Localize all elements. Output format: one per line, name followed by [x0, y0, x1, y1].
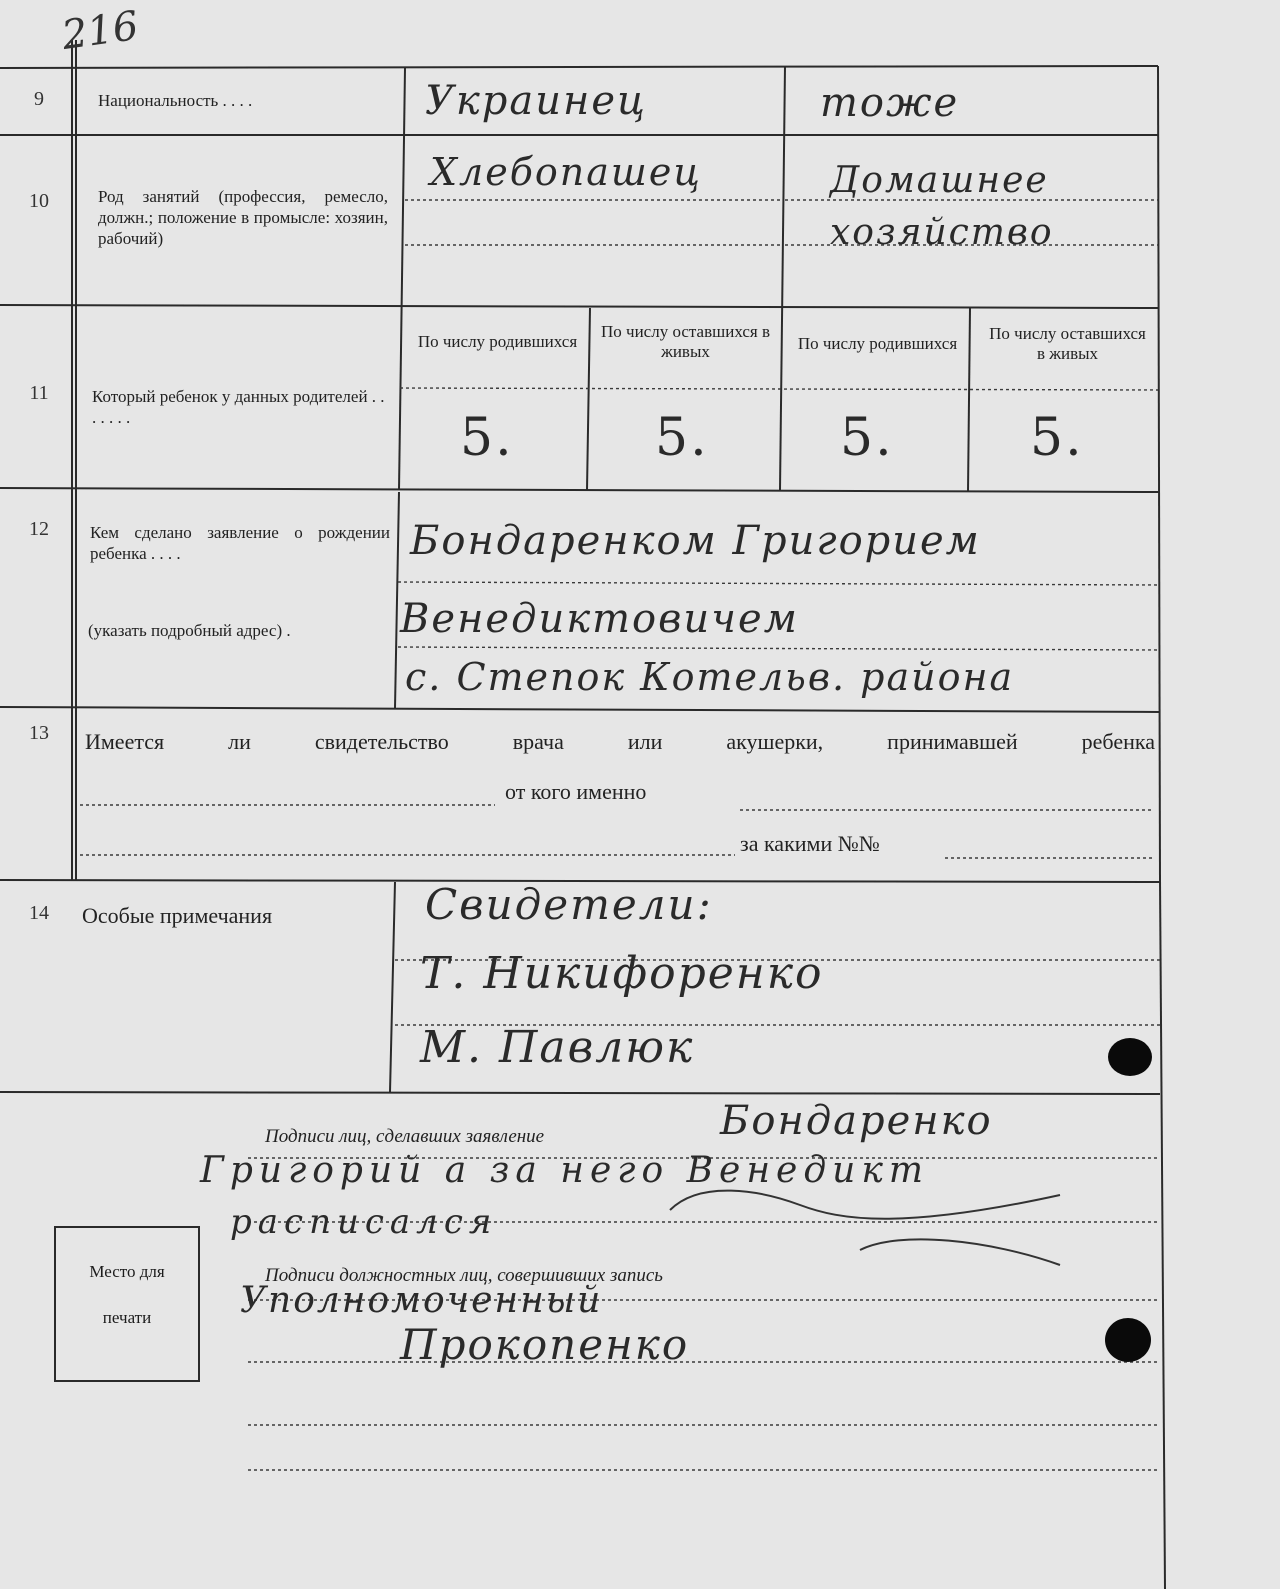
official-signature-2: Прокопенко: [400, 1320, 690, 1369]
row-10-number: 10: [29, 190, 49, 212]
row-11-header-1: По числу родившихся: [417, 332, 578, 351]
row-11-value-4: 5.: [1030, 408, 1084, 468]
row-11-value-3: 5.: [840, 408, 894, 468]
row-13-question: Имеется ли свидетельство врача или акушерки, принимавшей ребенка: [85, 729, 1155, 754]
row-10-value-parent-2: хозяйство: [830, 212, 1054, 253]
stamp-label-1: Место для: [89, 1262, 165, 1281]
row-14-number: 14: [29, 902, 49, 924]
row-12-label: Кем сделано заявление о рождении ребенка . . . .: [90, 523, 390, 563]
stamp-label-2: печати: [102, 1308, 152, 1327]
row-12-number: 12: [29, 518, 49, 540]
row-11-number: 11: [29, 382, 49, 404]
row-9-value-parent: тоже: [820, 80, 960, 126]
row-11-label: Который ребенок у данных родителей . . . . . . .: [92, 387, 385, 427]
stamp-place-box: [54, 1226, 200, 1382]
row-9-label: Национальность . . . .: [98, 91, 253, 110]
row-14-line-1: Свидетели:: [425, 880, 713, 929]
page-number: 216: [59, 2, 142, 60]
row-11-value-1: 5.: [460, 408, 514, 468]
row-10-value-child: Хлебопашец: [430, 150, 702, 194]
row-9-value-child: Украинец: [425, 78, 647, 124]
row-14-label: Особые примечания: [82, 903, 273, 928]
applicant-signature-1: Бондаренко: [720, 1098, 993, 1144]
official-signatures-label: Подписи должностных лиц, совершивших запись: [265, 1265, 663, 1286]
row-14-line-3: М. Павлюк: [420, 1022, 695, 1073]
row-12-line-1: Бондаренком Григорием: [410, 518, 981, 564]
row-12-line-2: Венедиктовичем: [400, 596, 799, 642]
row-10-value-parent-1: Домашнее: [830, 160, 1049, 201]
applicant-signatures-label: Подписи лиц, сделавших заявление: [265, 1126, 545, 1147]
row-12-line-3: с. Степок Котельв. района: [405, 655, 1015, 699]
row-13-number: 13: [29, 722, 49, 744]
row-11-value-2: 5.: [655, 408, 709, 468]
row-13-from-whom: от кого именно: [505, 779, 647, 804]
row-11-header-4: По числу оставшихся в живых: [989, 324, 1146, 363]
punch-hole-top: [1108, 1038, 1152, 1076]
row-9-number: 9: [34, 88, 44, 110]
official-signature-1: Уполномоченный: [240, 1280, 603, 1321]
applicant-signature-3: расписался: [230, 1202, 498, 1242]
row-13-numbers: за какими №№: [740, 831, 880, 856]
row-12-address-label: (указать подробный адрес) .: [88, 621, 291, 640]
row-10-label: Род занятий (профессия, ремесло, должн.; положение в промысле: хозяин, рабочий): [98, 187, 388, 248]
row-14-line-2: Т. Никифоренко: [420, 948, 824, 999]
applicant-signature-2: Григорий а за него Венедикт: [200, 1150, 929, 1191]
row-11-header-3: По числу родившихся: [797, 334, 958, 353]
punch-hole-bottom: [1105, 1318, 1151, 1362]
row-11-header-2: По числу оставшихся в живых: [601, 322, 770, 361]
